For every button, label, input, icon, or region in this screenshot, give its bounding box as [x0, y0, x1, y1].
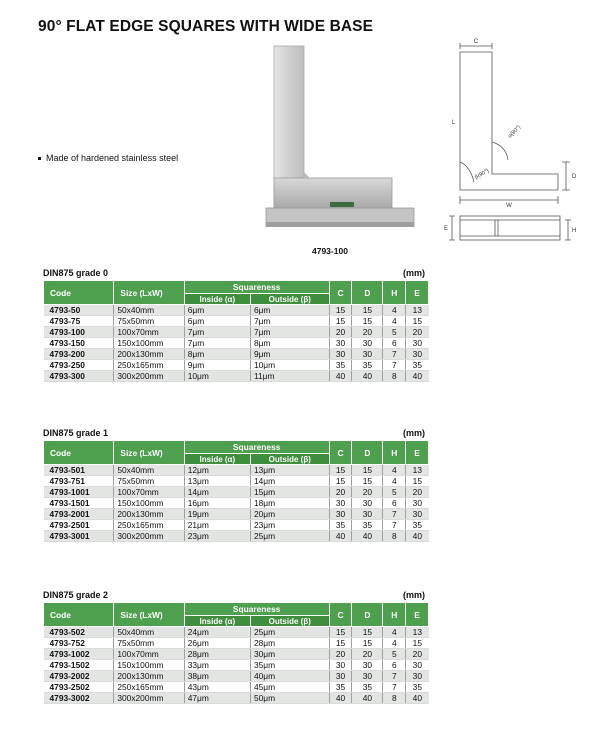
cell-inside: 6μm — [184, 316, 250, 327]
cell-outside: 45μm — [250, 682, 329, 693]
header-h: H — [383, 441, 406, 465]
cell-outside: 25μm — [250, 627, 329, 638]
header-size: Size (LxW) — [114, 603, 184, 627]
cell-h: 7 — [383, 360, 406, 371]
header-e: E — [406, 441, 429, 465]
cell-c: 30 — [329, 671, 352, 682]
unit-label: (mm) — [403, 268, 425, 278]
cell-size: 300x200mm — [114, 693, 184, 704]
table-row — [44, 531, 429, 542]
header-c: C — [329, 603, 352, 627]
table-row — [44, 693, 429, 704]
cell-c: 15 — [329, 627, 352, 638]
cell-h: 4 — [383, 638, 406, 649]
table-row — [44, 682, 429, 693]
table-row — [44, 487, 429, 498]
table-row — [44, 476, 429, 487]
cell-size: 250x165mm — [114, 360, 184, 371]
page-title: 90° FLAT EDGE SQUARES WITH WIDE BASE — [38, 18, 374, 35]
cell-c: 40 — [329, 371, 352, 382]
cell-e: 13 — [406, 465, 429, 476]
dim-l-label: L — [452, 120, 456, 126]
cell-code: 4793-2002 — [44, 671, 114, 682]
cell-inside: 13μm — [184, 476, 250, 487]
cell-inside: 12μm — [184, 465, 250, 476]
cell-d: 30 — [352, 671, 383, 682]
header-d: D — [352, 441, 383, 465]
cell-e: 30 — [406, 349, 429, 360]
cell-inside: 19μm — [184, 509, 250, 520]
cell-c: 35 — [329, 682, 352, 693]
dim-e-label: E — [444, 226, 449, 232]
cell-d: 15 — [352, 305, 383, 316]
cell-d: 15 — [352, 316, 383, 327]
cell-e: 20 — [406, 327, 429, 338]
grade-1-title: DIN875 grade 1 — [43, 428, 109, 438]
cell-d: 20 — [352, 487, 383, 498]
cell-inside: 7μm — [184, 327, 250, 338]
cell-inside: 14μm — [184, 487, 250, 498]
cell-d: 15 — [352, 627, 383, 638]
cell-e: 15 — [406, 316, 429, 327]
cell-inside: 21μm — [184, 520, 250, 531]
cell-inside: 7μm — [184, 338, 250, 349]
cell-inside: 26μm — [184, 638, 250, 649]
cell-h: 4 — [383, 305, 406, 316]
cell-code: 4793-1501 — [44, 498, 114, 509]
cell-size: 75x50mm — [114, 316, 184, 327]
header-code: Code — [44, 281, 114, 305]
cell-size: 75x50mm — [114, 638, 184, 649]
cell-outside: 40μm — [250, 671, 329, 682]
cell-d: 40 — [352, 531, 383, 542]
cell-e: 40 — [406, 693, 429, 704]
cell-h: 4 — [383, 627, 406, 638]
spec-table-grade-1 — [43, 440, 429, 542]
photo-caption: 4793-100 — [312, 246, 348, 256]
header-outside: Outside (β) — [250, 454, 329, 465]
header-h: H — [383, 281, 406, 305]
cell-outside: 14μm — [250, 476, 329, 487]
table-row — [44, 660, 429, 671]
table-row — [44, 305, 429, 316]
cell-size: 100x70mm — [114, 327, 184, 338]
table-row — [44, 465, 429, 476]
cell-e: 15 — [406, 476, 429, 487]
cell-h: 8 — [383, 531, 406, 542]
cell-h: 7 — [383, 509, 406, 520]
angle-beta-label: β(90°) — [474, 167, 491, 181]
product-photo — [262, 42, 422, 237]
cell-inside: 38μm — [184, 671, 250, 682]
cell-e: 20 — [406, 649, 429, 660]
cell-size: 300x200mm — [114, 371, 184, 382]
cell-d: 40 — [352, 693, 383, 704]
cell-code: 4793-150 — [44, 338, 114, 349]
cell-code: 4793-75 — [44, 316, 114, 327]
cell-e: 30 — [406, 671, 429, 682]
cell-code: 4793-3002 — [44, 693, 114, 704]
cell-h: 5 — [383, 487, 406, 498]
cell-h: 8 — [383, 371, 406, 382]
header-e: E — [406, 603, 429, 627]
table-row — [44, 671, 429, 682]
cell-size: 50x40mm — [114, 627, 184, 638]
cell-code: 4793-200 — [44, 349, 114, 360]
cell-inside: 10μm — [184, 371, 250, 382]
cell-size: 50x40mm — [114, 305, 184, 316]
cell-size: 100x70mm — [114, 649, 184, 660]
header-size: Size (LxW) — [114, 441, 184, 465]
cell-size: 200x130mm — [114, 509, 184, 520]
cell-code: 4793-501 — [44, 465, 114, 476]
cell-outside: 7μm — [250, 316, 329, 327]
cell-outside: 23μm — [250, 520, 329, 531]
cell-e: 20 — [406, 487, 429, 498]
cell-code: 4793-250 — [44, 360, 114, 371]
cell-d: 30 — [352, 498, 383, 509]
feature-text: Made of hardened stainless steel — [46, 153, 179, 163]
cell-inside: 24μm — [184, 627, 250, 638]
cell-outside: 13μm — [250, 465, 329, 476]
cell-d: 35 — [352, 520, 383, 531]
cell-outside: 50μm — [250, 693, 329, 704]
grade-0-title: DIN875 grade 0 — [43, 268, 109, 278]
cell-c: 15 — [329, 638, 352, 649]
cell-e: 35 — [406, 682, 429, 693]
cell-c: 15 — [329, 305, 352, 316]
cell-outside: 30μm — [250, 649, 329, 660]
cell-h: 8 — [383, 693, 406, 704]
cell-outside: 10μm — [250, 360, 329, 371]
cell-code: 4793-2501 — [44, 520, 114, 531]
cell-c: 15 — [329, 465, 352, 476]
cell-e: 30 — [406, 660, 429, 671]
cell-inside: 16μm — [184, 498, 250, 509]
cell-c: 40 — [329, 531, 352, 542]
header-e: E — [406, 281, 429, 305]
cell-code: 4793-752 — [44, 638, 114, 649]
feature-bullet — [38, 153, 178, 163]
cell-h: 7 — [383, 520, 406, 531]
cell-c: 40 — [329, 693, 352, 704]
cell-code: 4793-300 — [44, 371, 114, 382]
dim-c-label: C — [473, 39, 479, 45]
cell-c: 20 — [329, 327, 352, 338]
cell-inside: 9μm — [184, 360, 250, 371]
cell-code: 4793-751 — [44, 476, 114, 487]
cell-e: 35 — [406, 520, 429, 531]
cell-h: 5 — [383, 327, 406, 338]
cell-outside: 18μm — [250, 498, 329, 509]
cell-code: 4793-502 — [44, 627, 114, 638]
cell-inside: 6μm — [184, 305, 250, 316]
cell-h: 4 — [383, 316, 406, 327]
cell-d: 30 — [352, 338, 383, 349]
table-row — [44, 649, 429, 660]
cell-e: 13 — [406, 305, 429, 316]
cell-d: 35 — [352, 360, 383, 371]
header-c: C — [329, 441, 352, 465]
cell-outside: 35μm — [250, 660, 329, 671]
cell-size: 200x130mm — [114, 671, 184, 682]
cell-e: 35 — [406, 360, 429, 371]
cell-outside: 25μm — [250, 531, 329, 542]
table-row — [44, 520, 429, 531]
table-row — [44, 371, 429, 382]
cell-outside: 11μm — [250, 371, 329, 382]
cell-outside: 9μm — [250, 349, 329, 360]
cell-code: 4793-50 — [44, 305, 114, 316]
cell-d: 20 — [352, 327, 383, 338]
cell-c: 30 — [329, 509, 352, 520]
cell-size: 100x70mm — [114, 487, 184, 498]
cell-inside: 8μm — [184, 349, 250, 360]
header-code: Code — [44, 603, 114, 627]
cell-outside: 6μm — [250, 305, 329, 316]
cell-e: 30 — [406, 338, 429, 349]
table-row — [44, 360, 429, 371]
cell-e: 30 — [406, 498, 429, 509]
cell-d: 30 — [352, 349, 383, 360]
table-row — [44, 349, 429, 360]
cell-c: 20 — [329, 649, 352, 660]
table-row — [44, 509, 429, 520]
cell-outside: 8μm — [250, 338, 329, 349]
table-row — [44, 627, 429, 638]
cell-code: 4793-1001 — [44, 487, 114, 498]
header-outside: Outside (β) — [250, 616, 329, 627]
cell-c: 35 — [329, 360, 352, 371]
cell-outside: 15μm — [250, 487, 329, 498]
cell-code: 4793-1002 — [44, 649, 114, 660]
angle-alpha-label: α(90°) — [507, 124, 523, 140]
unit-label: (mm) — [403, 590, 425, 600]
cell-c: 15 — [329, 316, 352, 327]
cell-h: 7 — [383, 682, 406, 693]
header-squareness: Squareness — [184, 441, 329, 454]
cell-code: 4793-3001 — [44, 531, 114, 542]
cell-c: 15 — [329, 476, 352, 487]
cell-inside: 28μm — [184, 649, 250, 660]
cell-h: 4 — [383, 476, 406, 487]
cell-h: 7 — [383, 349, 406, 360]
unit-label: (mm) — [403, 428, 425, 438]
cell-d: 15 — [352, 476, 383, 487]
table-row — [44, 498, 429, 509]
header-inside: Inside (α) — [184, 616, 250, 627]
header-squareness: Squareness — [184, 281, 329, 294]
cell-h: 7 — [383, 671, 406, 682]
cell-size: 75x50mm — [114, 476, 184, 487]
cell-d: 15 — [352, 638, 383, 649]
dim-w-label: W — [506, 203, 512, 209]
cell-d: 30 — [352, 660, 383, 671]
table-row — [44, 338, 429, 349]
cell-size: 300x200mm — [114, 531, 184, 542]
cell-d: 35 — [352, 682, 383, 693]
cell-size: 50x40mm — [114, 465, 184, 476]
header-h: H — [383, 603, 406, 627]
header-outside: Outside (β) — [250, 294, 329, 305]
cell-code: 4793-2001 — [44, 509, 114, 520]
spec-table-grade-0 — [43, 280, 429, 382]
spec-table-grade-2 — [43, 602, 429, 704]
cell-size: 150x100mm — [114, 498, 184, 509]
cell-c: 30 — [329, 660, 352, 671]
cell-c: 20 — [329, 487, 352, 498]
dim-h-label: H — [572, 228, 577, 234]
technical-drawing — [440, 34, 580, 254]
cell-c: 30 — [329, 349, 352, 360]
table-row — [44, 638, 429, 649]
cell-d: 40 — [352, 371, 383, 382]
cell-inside: 47μm — [184, 693, 250, 704]
cell-d: 20 — [352, 649, 383, 660]
cell-h: 6 — [383, 660, 406, 671]
cell-outside: 28μm — [250, 638, 329, 649]
cell-c: 30 — [329, 338, 352, 349]
header-d: D — [352, 281, 383, 305]
cell-inside: 33μm — [184, 660, 250, 671]
cell-c: 30 — [329, 498, 352, 509]
bullet-icon — [38, 157, 41, 160]
cell-c: 35 — [329, 520, 352, 531]
cell-h: 4 — [383, 465, 406, 476]
header-c: C — [329, 281, 352, 305]
dim-d-label: D — [572, 174, 577, 180]
cell-e: 30 — [406, 509, 429, 520]
cell-d: 30 — [352, 509, 383, 520]
header-squareness: Squareness — [184, 603, 329, 616]
cell-e: 40 — [406, 531, 429, 542]
cell-e: 15 — [406, 638, 429, 649]
table-row — [44, 327, 429, 338]
header-inside: Inside (α) — [184, 454, 250, 465]
grade-2-title: DIN875 grade 2 — [43, 590, 109, 600]
cell-h: 6 — [383, 498, 406, 509]
cell-inside: 23μm — [184, 531, 250, 542]
cell-size: 250x165mm — [114, 520, 184, 531]
cell-code: 4793-100 — [44, 327, 114, 338]
cell-size: 250x165mm — [114, 682, 184, 693]
cell-code: 4793-1502 — [44, 660, 114, 671]
cell-outside: 20μm — [250, 509, 329, 520]
cell-d: 15 — [352, 465, 383, 476]
cell-h: 6 — [383, 338, 406, 349]
cell-size: 200x130mm — [114, 349, 184, 360]
cell-outside: 7μm — [250, 327, 329, 338]
header-code: Code — [44, 441, 114, 465]
table-row — [44, 316, 429, 327]
cell-size: 150x100mm — [114, 338, 184, 349]
cell-h: 5 — [383, 649, 406, 660]
cell-e: 13 — [406, 627, 429, 638]
cell-e: 40 — [406, 371, 429, 382]
cell-size: 150x100mm — [114, 660, 184, 671]
header-d: D — [352, 603, 383, 627]
header-inside: Inside (α) — [184, 294, 250, 305]
header-size: Size (LxW) — [114, 281, 184, 305]
cell-inside: 43μm — [184, 682, 250, 693]
cell-code: 4793-2502 — [44, 682, 114, 693]
